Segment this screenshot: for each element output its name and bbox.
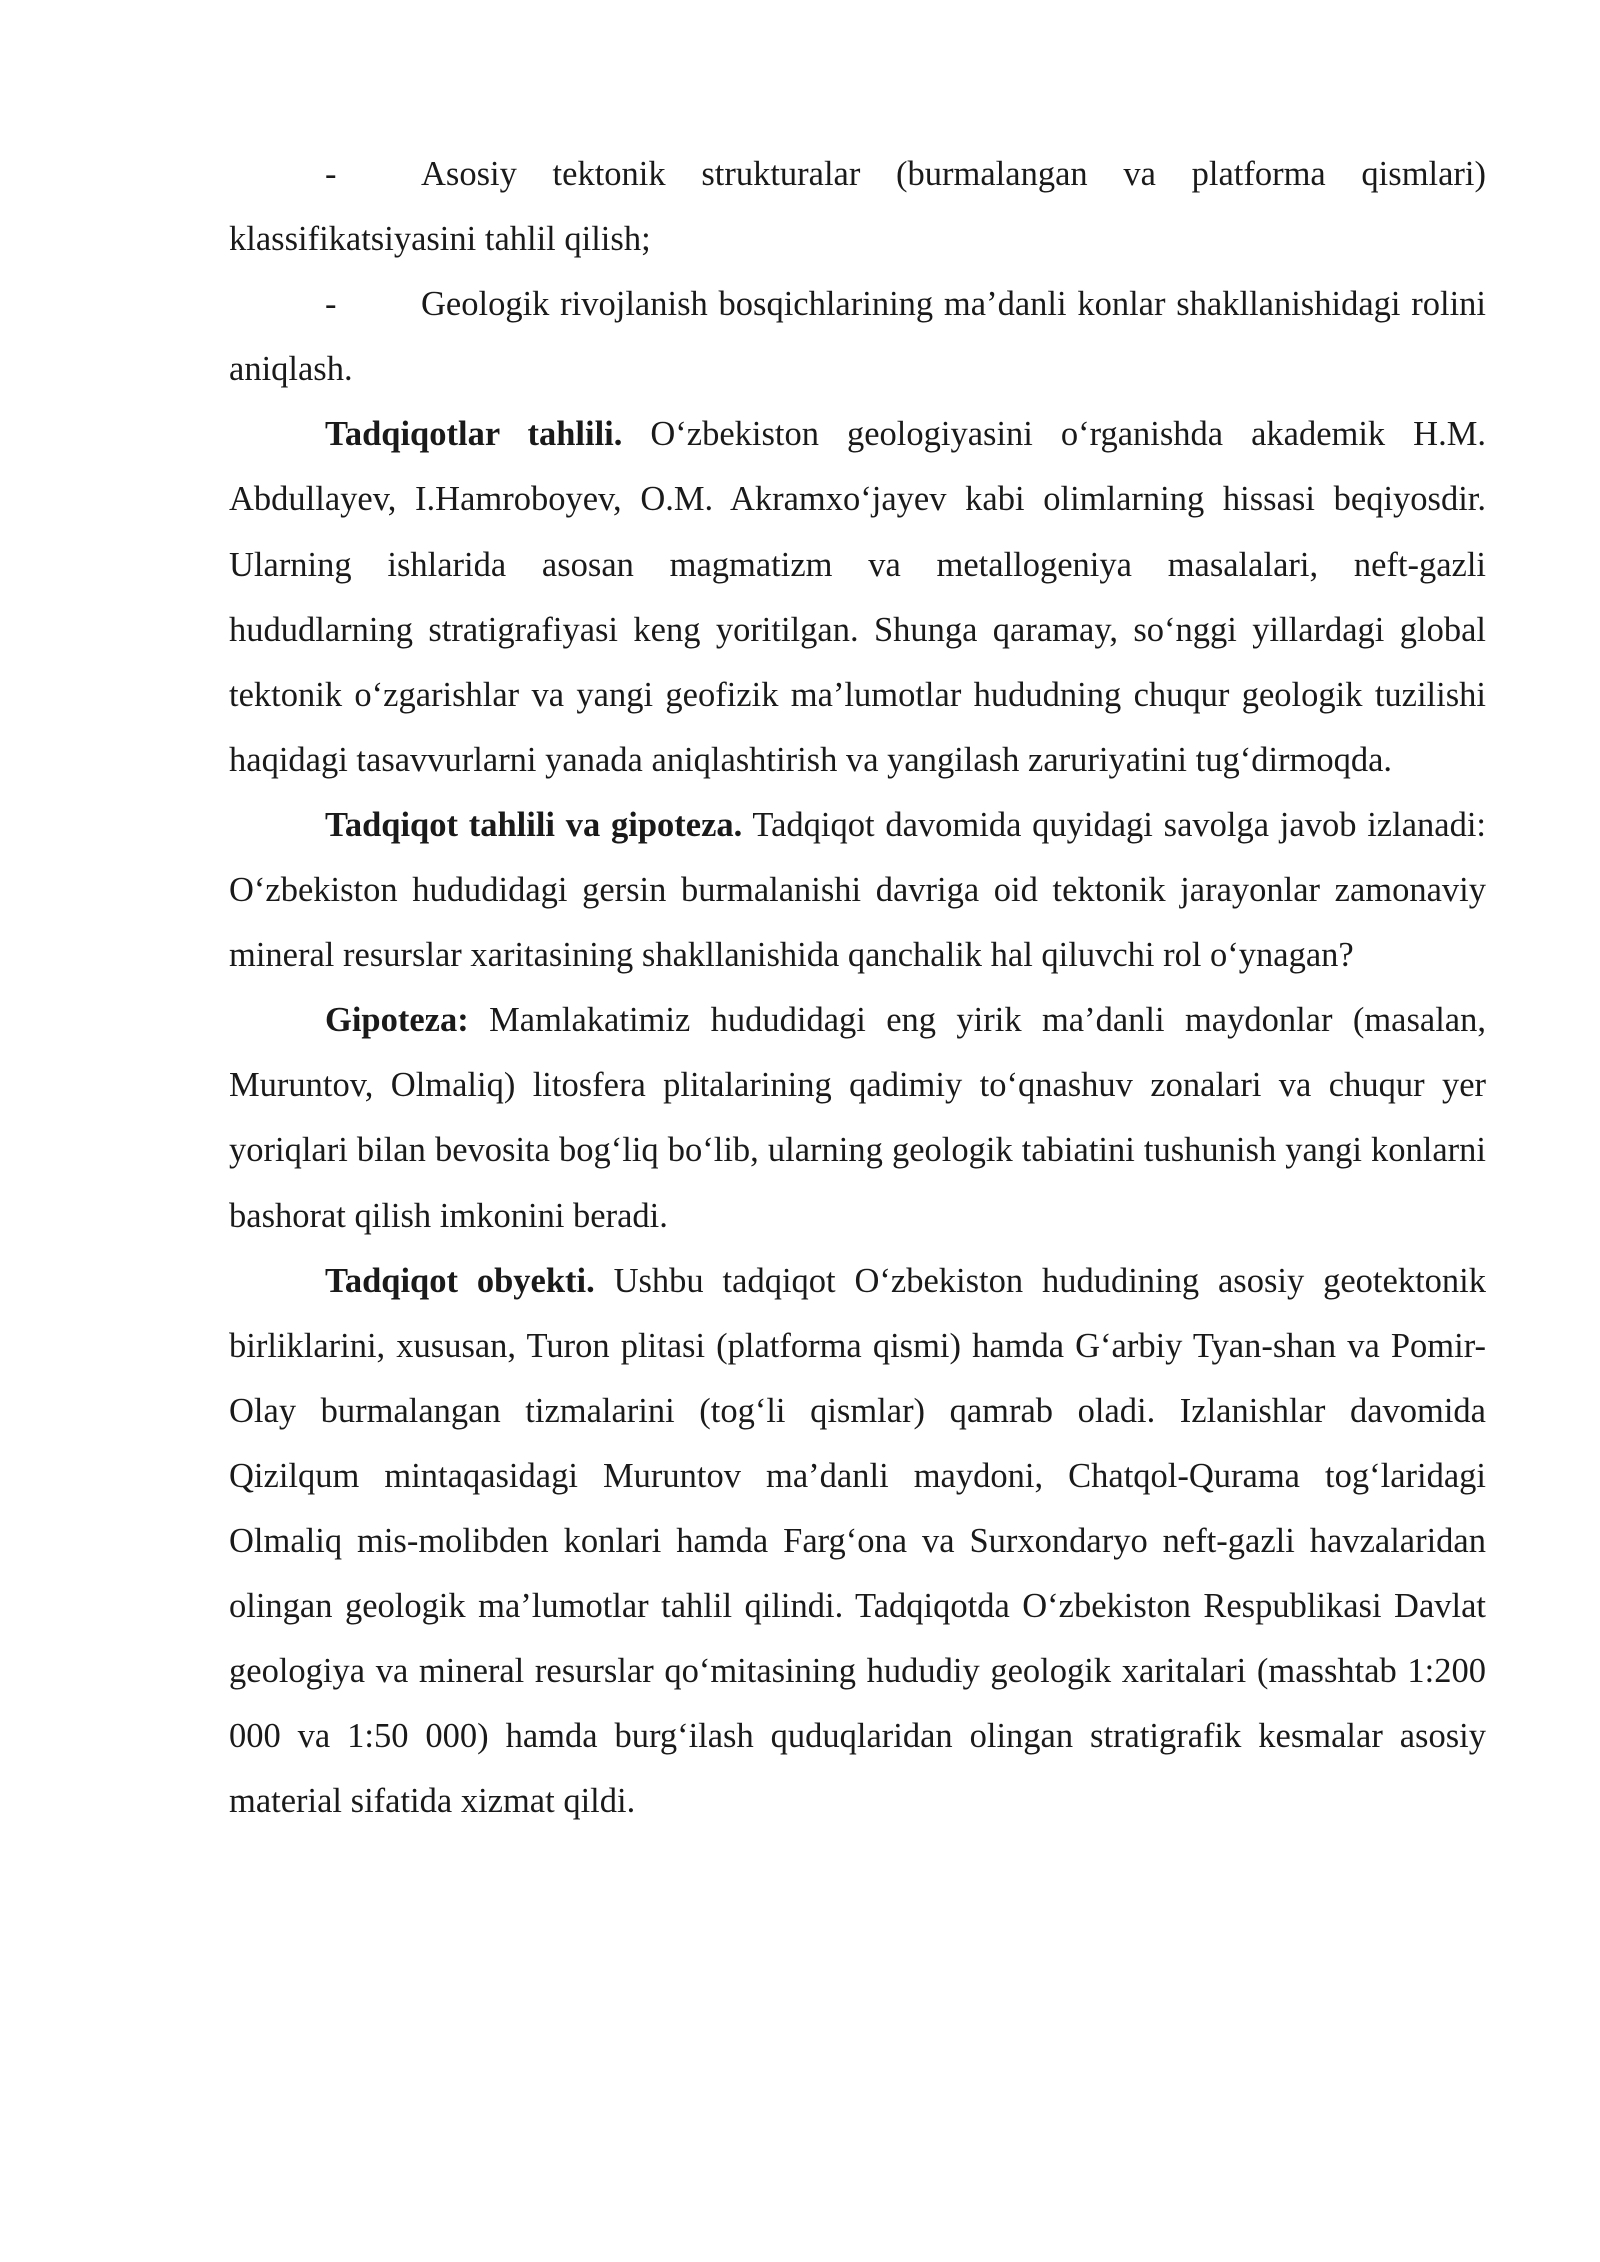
paragraph-analysis-hypothesis bbox=[229, 793, 1486, 988]
paragraph-research-object bbox=[229, 1249, 1486, 1835]
document-page bbox=[229, 142, 1486, 1834]
bullet-item-classification bbox=[229, 142, 1486, 272]
paragraph-heading: Gipoteza: bbox=[325, 1001, 469, 1040]
paragraph-body: O‘zbekiston geologiyasini o‘rganishda akademik H.M. Abdullayev, I.Hamroboyev, O.M. Akramxo‘jayev kabi olimlarning hissasi beqiyosdir. Ularning ishlarida asosan magmatizm va metallogeniya masalalari, neft-gazli hududlarning stratigrafiyasi keng yoritilgan. Shunga qaramay, so‘nggi yillardagi global tektonik o‘zgarishlar va yangi geofizik ma’lumotlar hududning chuqur geologik tuzilishi haqidagi tasavvurlarni yanada aniqlashtirish va yangilash zaruriyatini tug‘dirmoqda. bbox=[229, 415, 1486, 779]
paragraph-research-analysis bbox=[229, 402, 1486, 793]
bullet-text: Geologik rivojlanish bosqichlarining ma’danli konlar shakllanishidagi rolini aniqlash. bbox=[229, 285, 1486, 389]
paragraph-heading: Tadqiqot obyekti. bbox=[325, 1261, 595, 1300]
paragraph-body: Ushbu tadqiqot O‘zbekiston hududining asosiy geotektonik birliklarini, xususan, Turon plitasi (platforma qismi) hamda G‘arbiy Tyan-shan va Pomir-Olay burmalangan tizmalarini (tog‘li qismlar) qamrab oladi. Izlanishlar davomida Qizilqum mintaqasidagi Muruntov ma’danli maydoni, Chatqol-Qurama tog‘laridagi Olmaliq mis-molibden konlari hamda Farg‘ona va Surxondaryo neft-gazli havzalaridan olingan geologik ma’lumotlar tahlil qilindi. Tadqiqotda O‘zbekiston Respublikasi Davlat geologiya va mineral resurslar qo‘mitasining hududiy geologik xaritalari (masshtab 1:200 000 va 1:50 000) hamda burg‘ilash quduqlaridan olingan stratigrafik kesmalar asosiy material sifatida xizmat qildi. bbox=[229, 1261, 1486, 1821]
bullet-dash: - bbox=[325, 155, 337, 193]
paragraph-body: Tadqiqot davomida quyidagi savolga javob izlanadi: O‘zbekiston hududidagi gersin burmalanishi davriga oid tektonik jarayonlar zamonaviy mineral resurslar xaritasining shakllanishida qanchalik hal qiluvchi rol o‘ynagan? bbox=[229, 805, 1486, 975]
paragraph-heading: Tadqiqot tahlili va gipoteza. bbox=[325, 805, 743, 844]
paragraph-hypothesis bbox=[229, 988, 1486, 1248]
bullet-dash: - bbox=[325, 285, 337, 324]
paragraph-body: Mamlakatimiz hududidagi eng yirik ma’danli maydonlar (masalan, Muruntov, Olmaliq) litosfera plitalarining qadimiy to‘qnashuv zonalari va chuqur yer yoriqlari bilan bevosita bog‘liq bo‘lib, ularning geologik tabiatini tushunish yangi konlarni bashorat qilish imkonini beradi. bbox=[229, 1001, 1486, 1235]
bullet-text: Asosiy tektonik strukturalar (burmalangan va platforma qismlari) klassifikatsiyasini tahlil qilish; bbox=[229, 155, 1486, 259]
paragraph-heading: Tadqiqotlar tahlili. bbox=[325, 415, 623, 454]
bullet-item-stages bbox=[229, 272, 1486, 402]
